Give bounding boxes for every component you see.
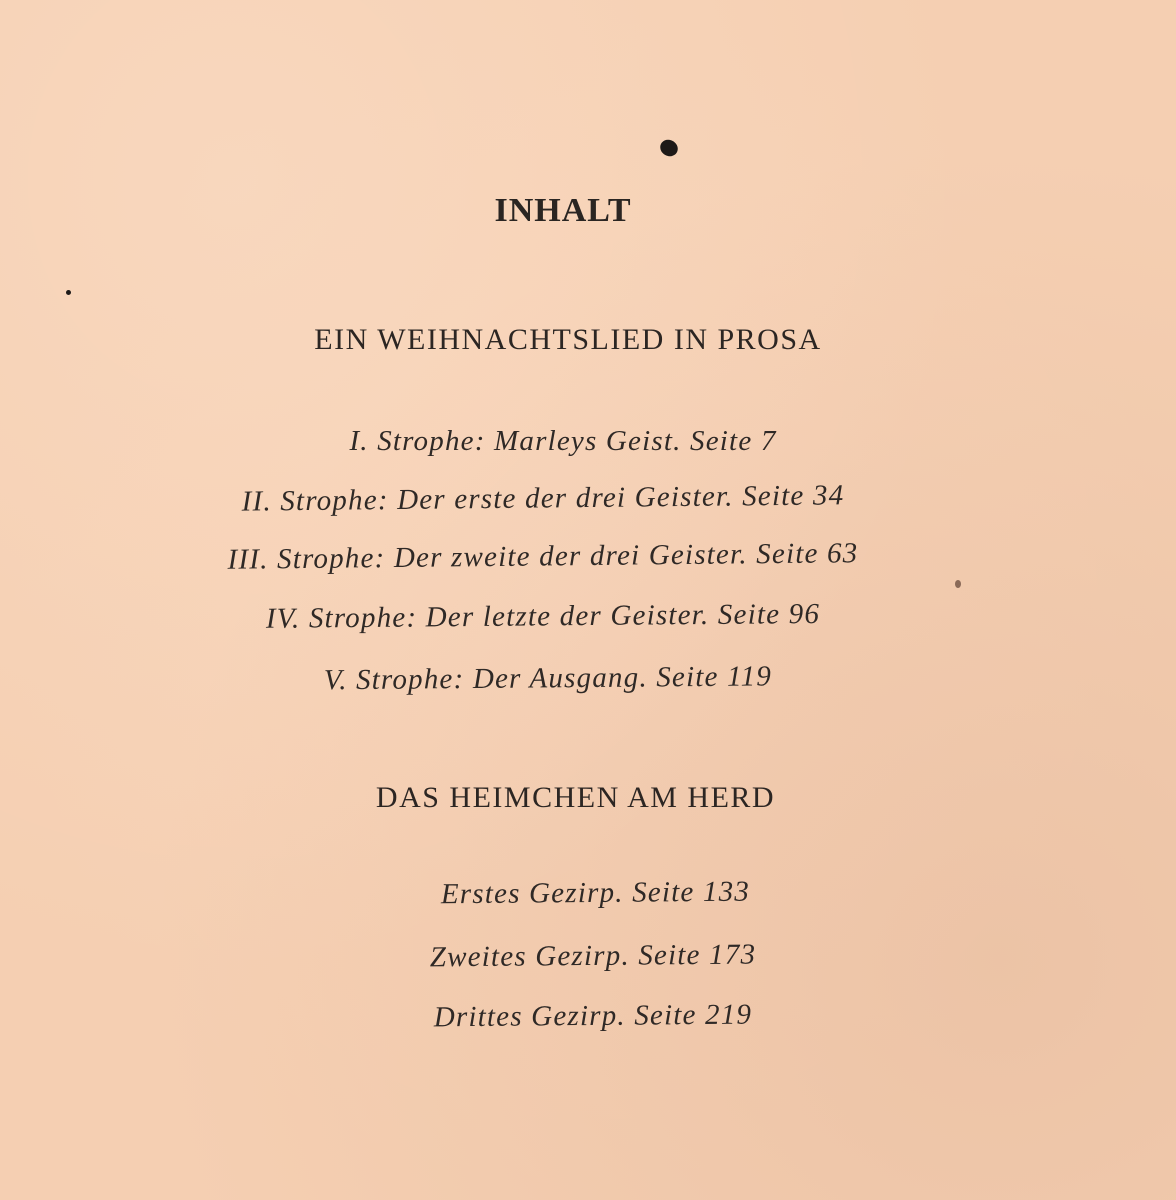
toc-entry: Drittes Gezirp. Seite 219 bbox=[433, 998, 753, 1034]
toc-entry: III. Strophe: Der zweite der drei Geister. Seite 63 bbox=[227, 537, 859, 576]
ink-speck bbox=[955, 580, 961, 588]
toc-entry: IV. Strophe: Der letzte der Geister. Seite 96 bbox=[265, 597, 821, 635]
toc-entry: Zweites Gezirp. Seite 173 bbox=[429, 938, 757, 974]
toc-entry: Erstes Gezirp. Seite 133 bbox=[440, 875, 751, 911]
page-title: INHALT bbox=[494, 192, 632, 229]
toc-entry: V. Strophe: Der Ausgang. Seite 119 bbox=[323, 660, 773, 697]
toc-entry: II. Strophe: Der erste der drei Geister. Seite 34 bbox=[241, 479, 845, 518]
ink-speck bbox=[657, 137, 681, 160]
toc-entry: I. Strophe: Marleys Geist. Seite 7 bbox=[349, 425, 777, 457]
section-heading-weihnachtslied: EIN WEIHNACHTSLIED IN PROSA bbox=[314, 323, 822, 356]
section-heading-heimchen: DAS HEIMCHEN AM HERD bbox=[375, 781, 776, 814]
ink-speck bbox=[66, 290, 71, 295]
